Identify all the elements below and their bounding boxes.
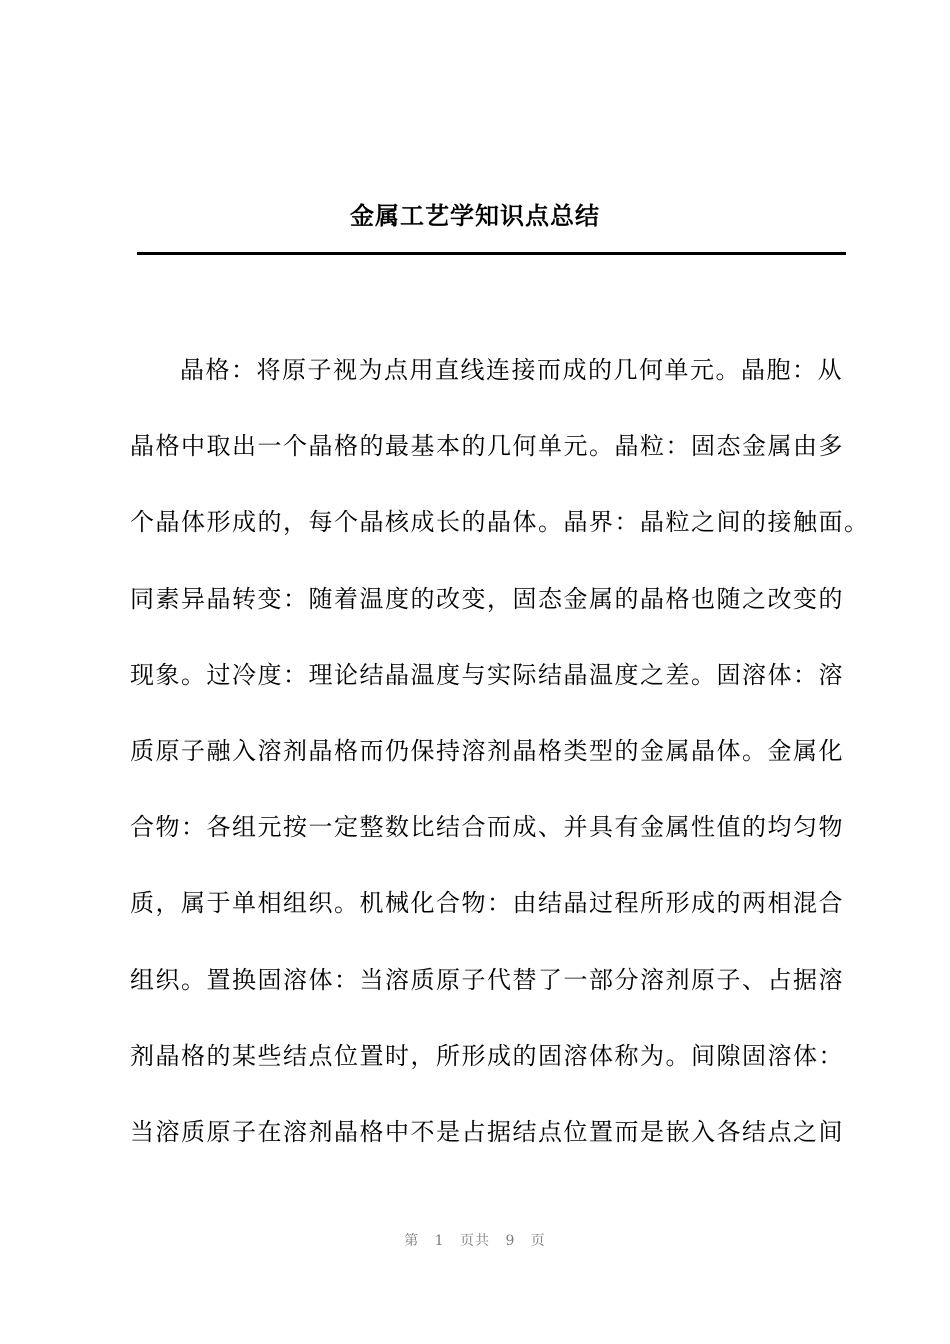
- page-number-footer: 第 1 页共 9 页: [404, 1233, 546, 1249]
- body-line: 同素异晶转变：随着温度的改变，固态金属的晶格也随之改变的: [130, 584, 844, 613]
- body-text: [130, 354, 870, 1192]
- title-underline: [137, 252, 846, 255]
- body-line: 组织。置换固溶体：当溶质原子代替了一部分溶剂原子、占据溶: [130, 965, 844, 994]
- body-line: 晶格：将原子视为点用直线连接而成的几何单元。晶胞：从: [180, 356, 843, 384]
- body-line: 质，属于单相组织。机械化合物：由结晶过程所形成的两相混合: [130, 889, 844, 918]
- body-line: 现象。过冷度：理论结晶温度与实际结晶温度之差。固溶体：溶: [130, 660, 844, 689]
- body-line: 质原子融入溶剂晶格而仍保持溶剂晶格类型的金属晶体。金属化: [130, 736, 844, 765]
- body-line: 剂晶格的某些结点位置时，所形成的固溶体称为。间隙固溶体：: [130, 1041, 844, 1070]
- page-title: 金属工艺学知识点总结: [350, 202, 600, 230]
- body-line: 个晶体形成的，每个晶核成长的晶体。晶界：晶粒之间的接触面。: [130, 508, 870, 537]
- body-line: 晶格中取出一个晶格的最基本的几何单元。晶粒：固态金属由多: [130, 432, 844, 461]
- body-line: 合物：各组元按一定整数比结合而成、并具有金属性值的均匀物: [130, 813, 844, 842]
- body-line: 当溶质原子在溶剂晶格中不是占据结点位置而是嵌入各结点之间: [130, 1117, 844, 1146]
